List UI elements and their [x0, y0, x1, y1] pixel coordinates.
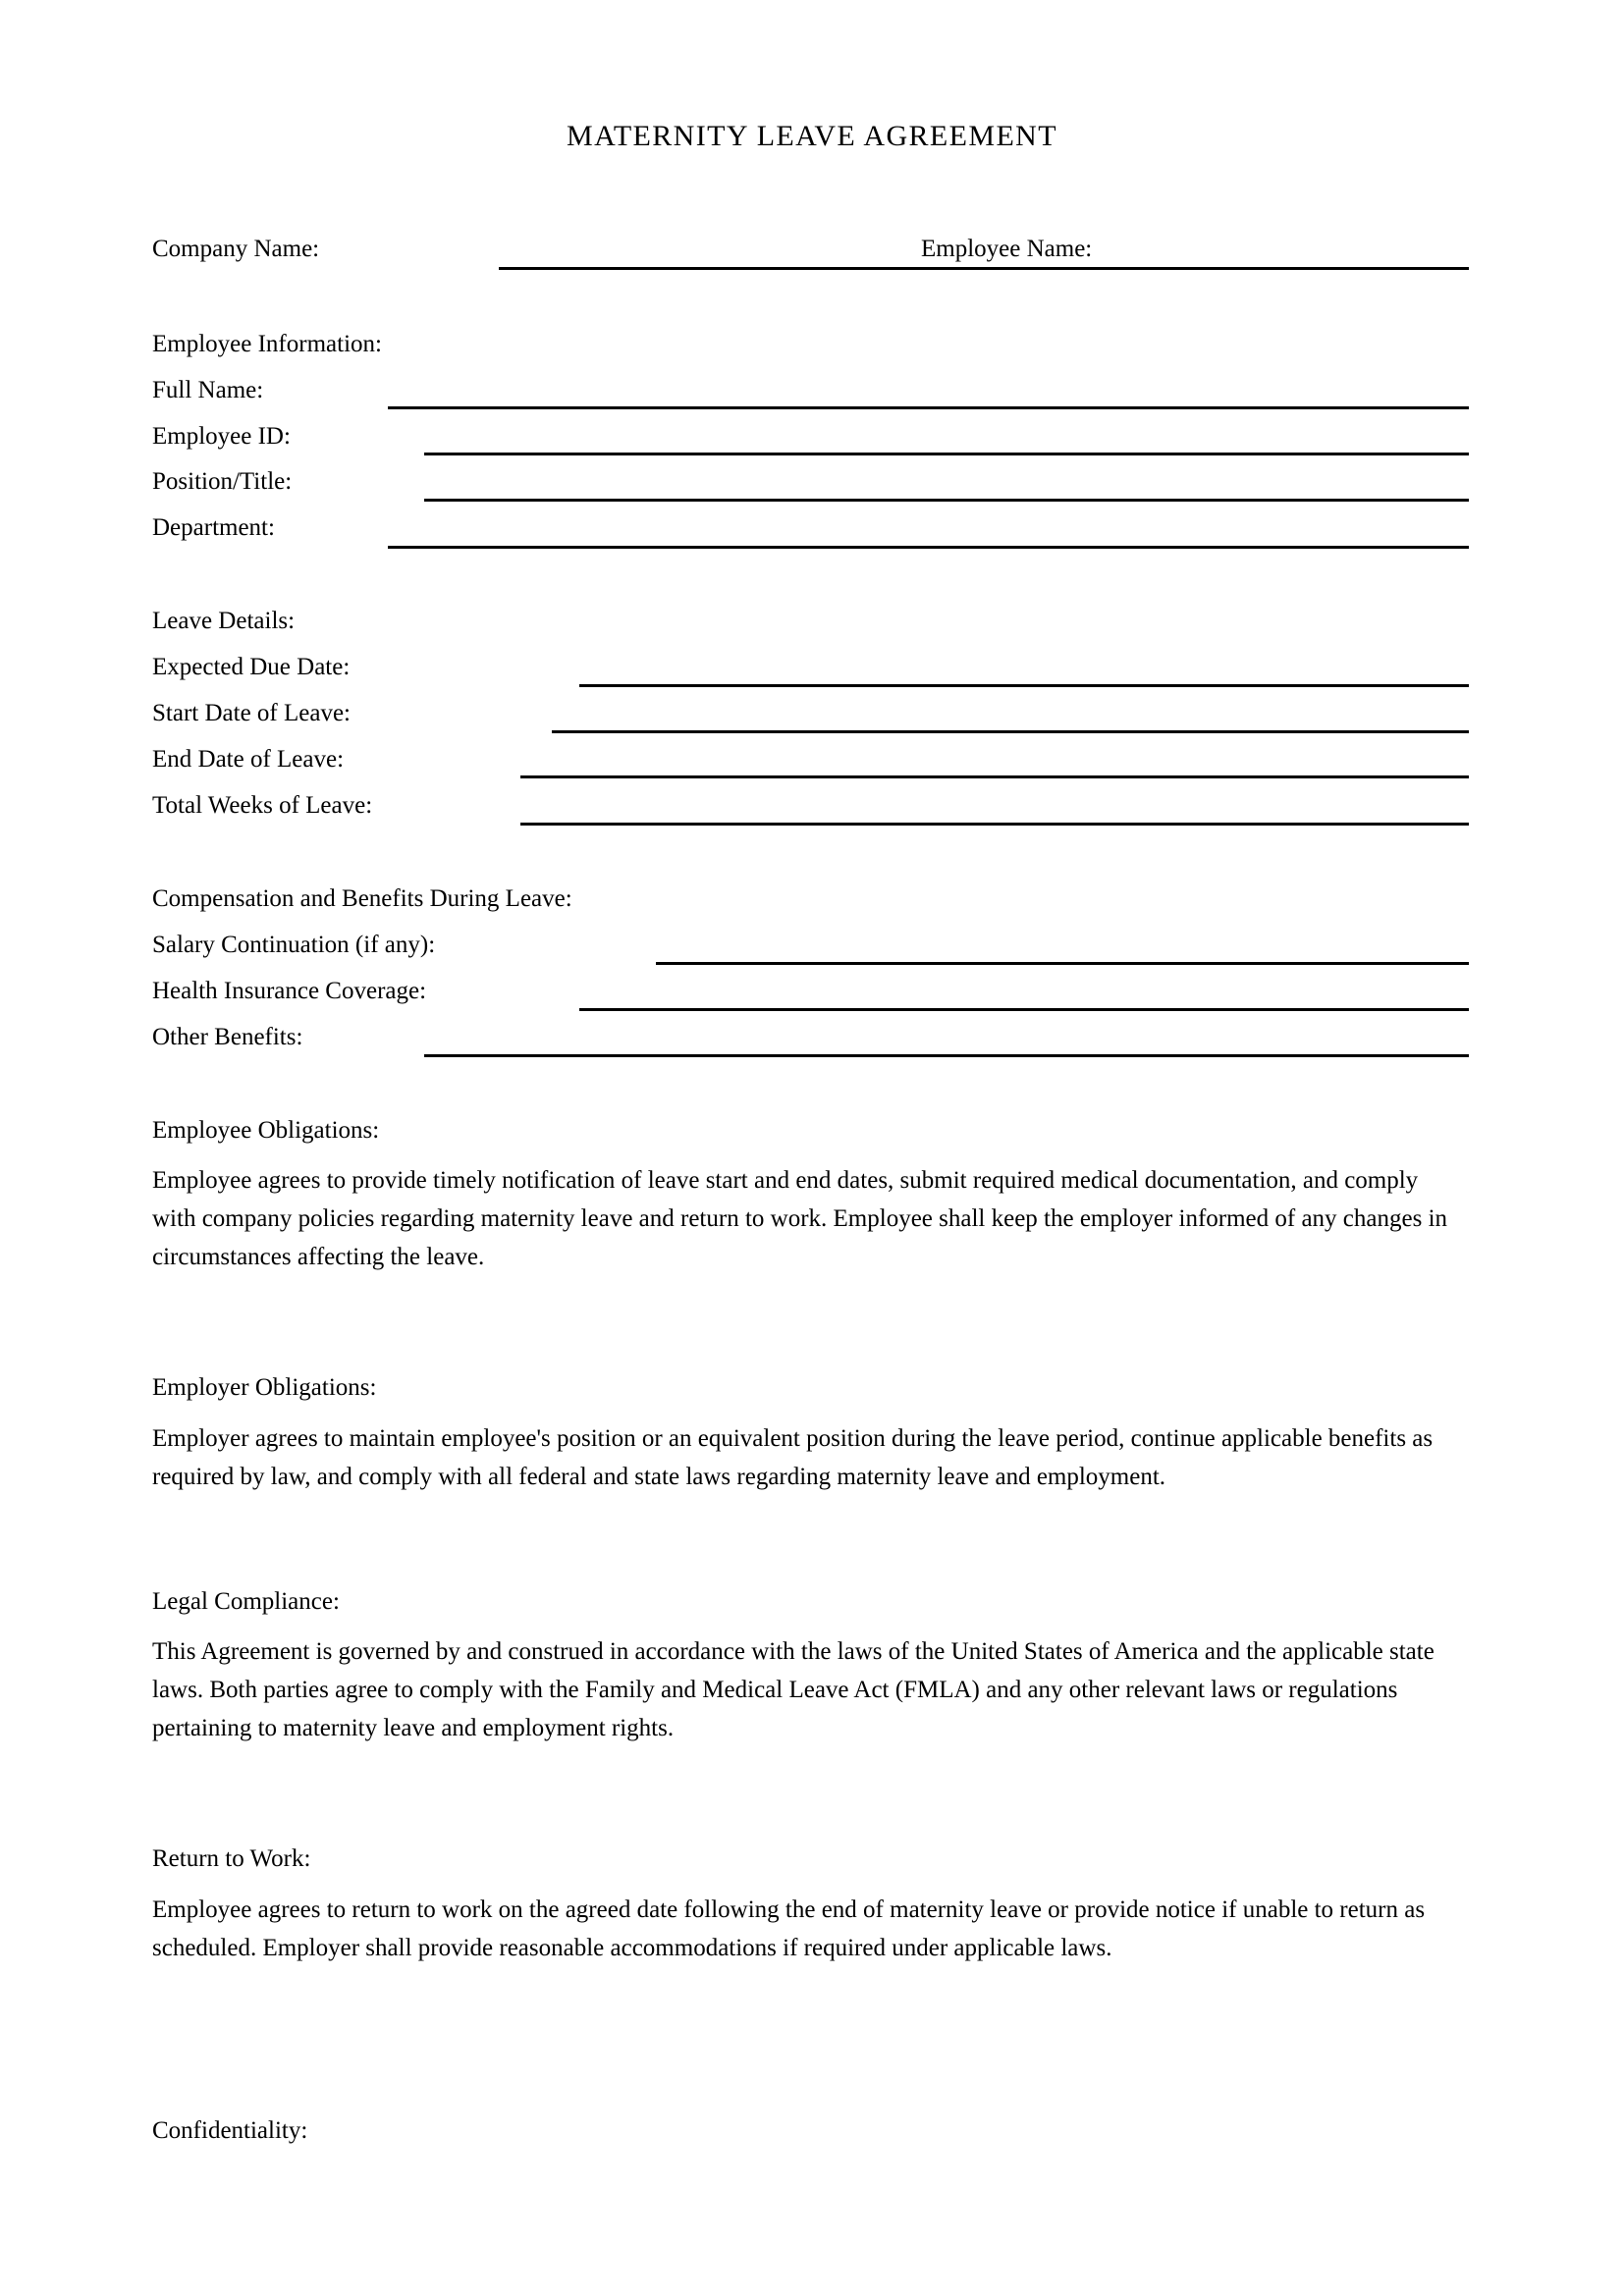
section-heading-leave-details: Leave Details: [152, 608, 296, 634]
field-fill-line-salary-continuation[interactable] [656, 962, 1469, 965]
field-fill-line-health-insurance-coverage[interactable] [579, 1008, 1469, 1011]
field-label-other-benefits: Other Benefits: [152, 1024, 303, 1050]
section-heading-employee-information: Employee Information: [152, 331, 382, 357]
field-fill-line-employee-id[interactable] [424, 453, 1469, 455]
section-body-return-to-work: Employee agrees to return to work on the agreed date following the end of maternity leave or provide notice if unable to return as scheduled. Employer shall provide reasonable accommodations if required under applicable laws. [152, 1896, 1426, 1961]
section-heading-confidentiality: Confidentiality: [152, 2117, 308, 2144]
field-label-expected-due-date: Expected Due Date: [152, 654, 351, 680]
section-heading-return-to-work: Return to Work: [152, 1845, 311, 1872]
section-heading-employee-obligations: Employee Obligations: [152, 1117, 380, 1144]
field-label-full-name: Full Name: [152, 377, 264, 403]
section-heading-employer-obligations: Employer Obligations: [152, 1374, 377, 1401]
field-fill-line-start-date-of-leave[interactable] [552, 730, 1469, 733]
section-heading-legal-compliance: Legal Compliance: [152, 1588, 340, 1615]
section-body-employee-obligations: Employee agrees to provide timely notification of leave start and end dates, submit required medical documentation, and comply with company policies regarding maternity leave and return to work. Employee shall keep the employer informed of any changes in circumstances affecting the leave. [152, 1167, 1448, 1270]
field-fill-line-department[interactable] [388, 546, 1469, 549]
field-fill-line-total-weeks-of-leave[interactable] [520, 823, 1469, 826]
field-label-end-date-of-leave: End Date of Leave: [152, 746, 345, 773]
company-name-label: Company Name: [152, 236, 320, 262]
field-fill-line-full-name[interactable] [388, 406, 1469, 409]
field-label-total-weeks-of-leave: Total Weeks of Leave: [152, 792, 373, 819]
field-fill-line-position-title[interactable] [424, 499, 1469, 502]
field-label-position-title: Position/Title: [152, 468, 293, 495]
field-fill-line-other-benefits[interactable] [424, 1054, 1469, 1057]
field-label-start-date-of-leave: Start Date of Leave: [152, 700, 351, 726]
page-title: MATERNITY LEAVE AGREEMENT [567, 120, 1057, 152]
field-fill-line-expected-due-date[interactable] [579, 684, 1469, 687]
employee-name-label: Employee Name: [921, 236, 1093, 262]
field-fill-line-end-date-of-leave[interactable] [520, 775, 1469, 778]
field-label-salary-continuation: Salary Continuation (if any): [152, 932, 436, 958]
field-label-department: Department: [152, 514, 275, 541]
header-fill-line[interactable] [499, 267, 1469, 270]
section-body-employer-obligations: Employer agrees to maintain employee's position or an equivalent position during the leave period, continue applicable benefits as required by law, and comply with all federal and state laws regarding maternity leave and employment. [152, 1425, 1434, 1490]
field-label-health-insurance-coverage: Health Insurance Coverage: [152, 978, 427, 1004]
field-label-employee-id: Employee ID: [152, 423, 291, 450]
section-heading-compensation-and-benefits: Compensation and Benefits During Leave: [152, 885, 572, 912]
section-body-legal-compliance: This Agreement is governed by and construed in accordance with the laws of the United States of America and the applicable state laws. Both parties agree to comply with the Family and Medical Leave Act (FMLA) and any other relevant laws or regulations pertaining to maternity leave and employment rights. [152, 1638, 1435, 1741]
